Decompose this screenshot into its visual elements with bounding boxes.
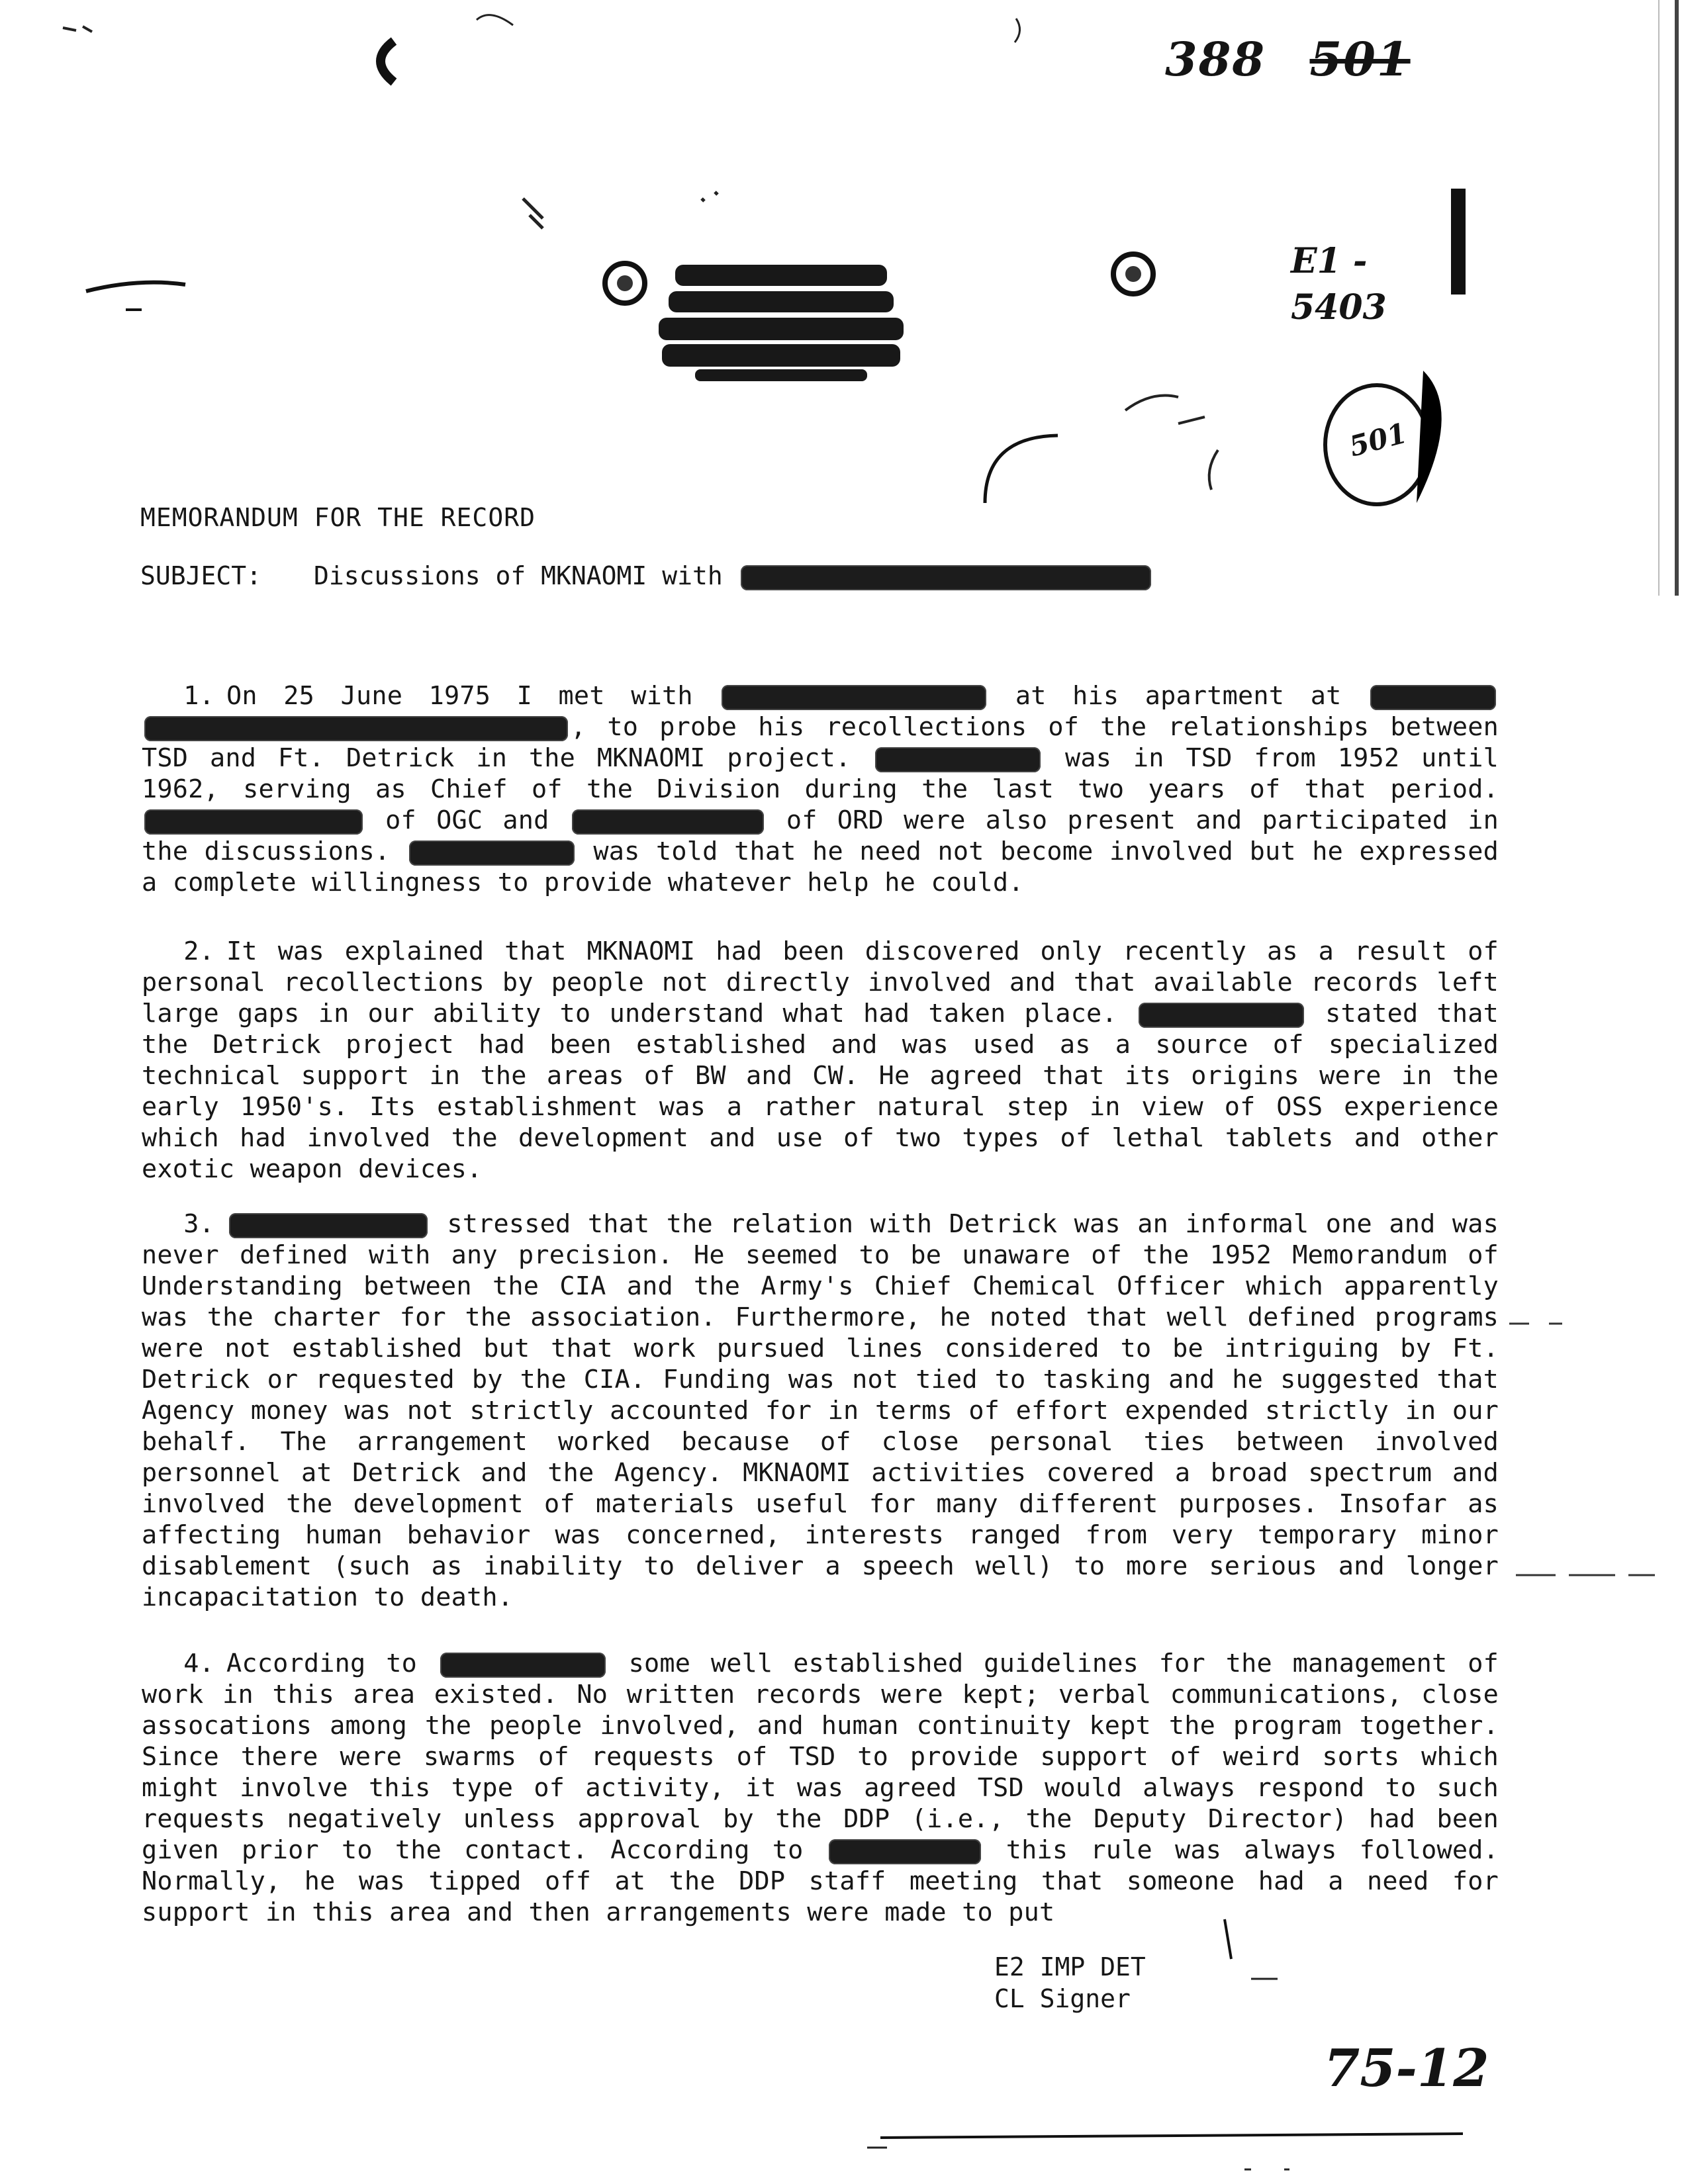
handwritten-bottom-number: 75-12 [1324,2038,1489,2099]
bottom-marks [0,1906,1684,2184]
paragraph-number: 2. [183,936,214,966]
redaction [829,1839,981,1864]
paragraph-text: was told that he need not become involved but he expressed a complete willingness to provide whatever help he could. [142,837,1499,897]
redaction [409,841,575,866]
paragraph-text: According to [226,1649,417,1678]
redaction [722,685,986,710]
paragraph-text: some well established guidelines for the management of work in this area existed. No written records were kept; verbal communications, close assocations among the people involved, and human continuity kept the program together. Since there were swarms of requests of TSD to provide support of weird sorts which might involve this type of activity, it was agreed TSD would always respond to such requests negatively unless approval by the DDP (i.e., the Deputy Director) had been given prior to the contact. According to [142,1649,1499,1865]
paragraph-3 [142,1208,1499,1613]
paragraph-number: 1. [183,681,214,711]
paragraph-1 [142,680,1499,898]
signature-underline [880,2134,1463,2138]
handwritten-number: 388 [1165,32,1266,87]
memo-title: MEMORANDUM FOR THE RECORD [140,503,536,532]
paragraph-text: at his apartment at [1015,681,1342,711]
paragraph-number: 4. [183,1649,214,1678]
subject-text: Discussions of MKNAOMI with [314,561,723,590]
paren-mark [381,41,394,82]
redacted-stamp [659,265,904,381]
redaction [1139,1003,1304,1028]
redaction [875,747,1041,772]
subject-line [140,561,1154,590]
redaction [1370,685,1496,710]
paragraph-text: of OGC and [385,805,549,835]
paragraph-text: It was explained that MKNAOMI had been discovered only recently as a result of personal recollections by people not directly involved and that available records left large gaps in our ability to understand what had taken place. [142,936,1499,1028]
curve-mark [985,435,1058,503]
paragraph-2 [142,936,1499,1185]
paragraph-text: On 25 June 1975 I met with [226,681,693,711]
paragraph-number: 3. [183,1209,214,1239]
circled-number-text: 501 [1346,416,1411,463]
paragraph-text: , to probe his recollections of the relationships between TSD and Ft. Detrick in the MKNAOMI project. [142,712,1499,773]
dash-mark [86,283,185,291]
redaction [144,716,568,741]
redaction [440,1653,606,1678]
handwritten-scrawl: E1 - 5403 [1291,241,1387,328]
paragraph-4 [142,1648,1499,1928]
redaction [741,565,1151,590]
paragraph-text: of ORD were also present and participated in the discussions. [142,805,1499,866]
margin-dashes [1503,1257,1668,1602]
signer-line: CL Signer [994,1984,1131,2013]
struck-number: 501 [1309,32,1411,87]
classification-line: E2 IMP DET [994,1952,1146,1981]
subject-label: SUBJECT: [140,561,262,590]
redaction [144,809,363,835]
redaction [572,809,764,835]
paragraph-text: stressed that the relation with Detrick was an informal one and was never defined with any precision. He seemed to be unaware of the 1952 Memorandum of Understanding between the CIA and the Army's Chief Chemical Officer which apparently was the charter for the association. Furthermore, he noted that well defined programs were not established but that work pursued lines considered to be intriguing by Ft. Detrick or requested by the CIA. Funding was not tied to tasking and he suggested that Agency money was not strictly accounted for in terms of effort expended strictly in our behalf. The arrangement worked because of close personal ties between involved personnel at Detrick and the Agency. MKNAOMI activities covered a broad spectrum and involved the development of materials useful for many different purposes. Insofar as affecting human behavior was concerned, interests ranged from very temporary minor disablement (such as inability to deliver a speech well) to more serious and longer incapacitation to death. [142,1209,1499,1612]
paragraph-text: stated that the Detrick project had been established and was used as a source of specialized technical support in the areas of BW and CW. He agreed that its origins were in the early 1950's. Its establishment was a rather natural step in view of OSS experience which had involved the development and use of two types of lethal tablets and other exotic weapon devices. [142,999,1499,1184]
paragraph-text: this rule was always followed. Normally, he was tipped off at the DDP staff meeting that someone had a need for support in this area and then arrangements were made to put [142,1835,1499,1927]
handwritten-top-number [1165,32,1411,87]
paragraph-text: was in TSD from 1952 until 1962, serving as Chief of the Division during the last two years of that period. [142,743,1499,804]
redaction [229,1213,428,1238]
margin-bar [1451,189,1466,295]
